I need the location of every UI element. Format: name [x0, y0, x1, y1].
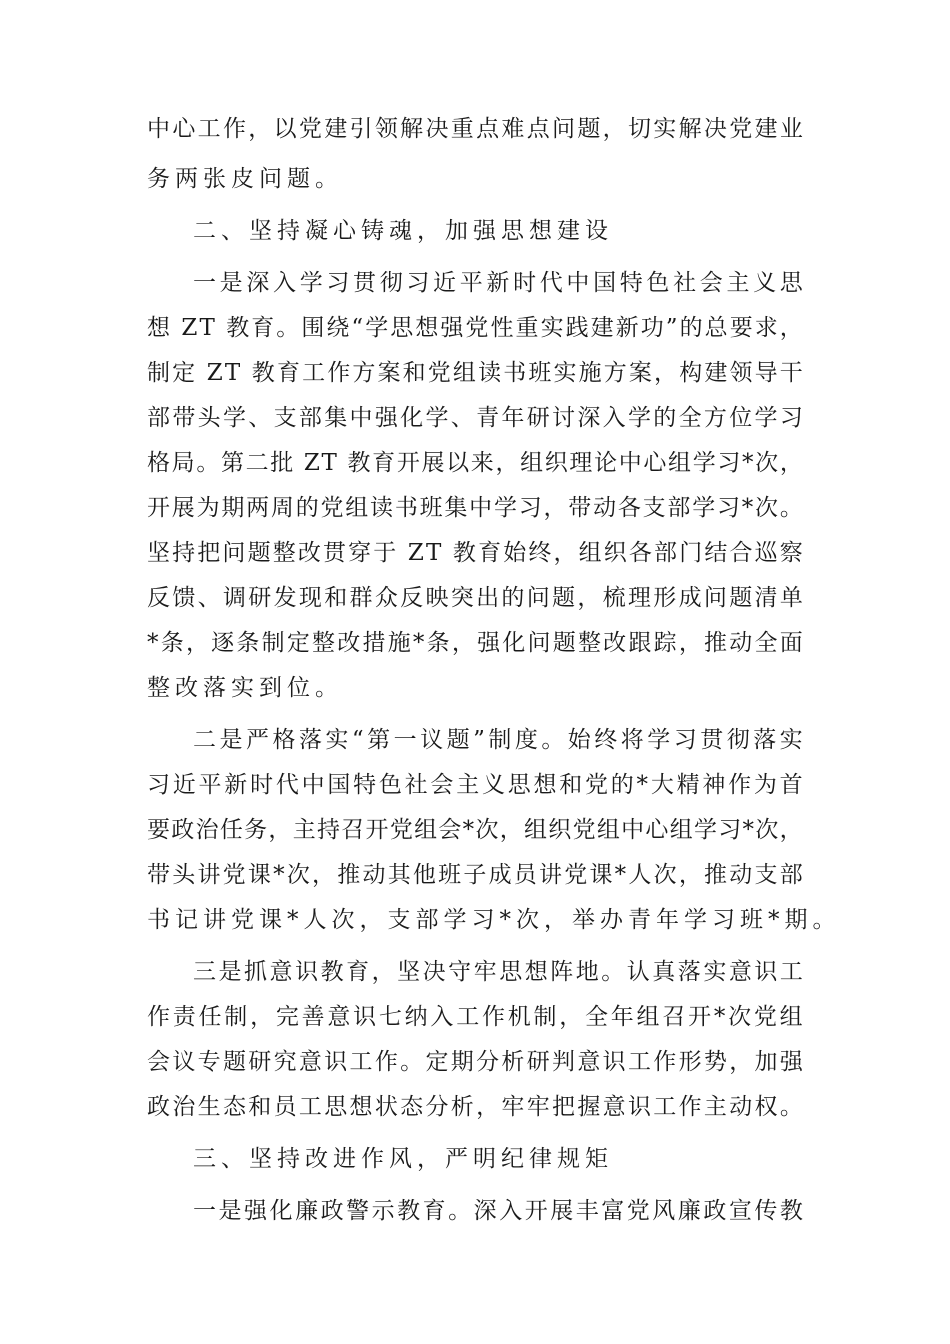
- paragraph-ideology: [147, 961, 803, 1119]
- text-line: 一 是 深 入 学 习 贯 彻 习 近 平 新 时 代 中 国 特 色 社 会 主 义 思: [193, 270, 803, 296]
- line-text: 务两张皮问题。: [147, 166, 343, 192]
- section-heading-3: [147, 1148, 803, 1171]
- text-line: 开 展 为 期 两 周 的 党 组 读 书 班 集 中 学 习 ， 带 动 各 支 部 学 习 * 次 。: [147, 495, 803, 521]
- text-line: [147, 168, 803, 191]
- text-line: 带 头 讲 党 课 * 次 ， 推 动 其 他 班 子 成 员 讲 党 课 * 人 次 ， 推 动 支 部: [147, 862, 803, 888]
- line-text: 书记讲党课*人次，支部学习*次，举办青年学习班*期。: [147, 907, 841, 933]
- text-line: 政 治 生 态 和 员 工 思 想 状 态 分 析 ， 牢 牢 把 握 意 识 工 作 主 动 权 。: [147, 1094, 803, 1120]
- text-line: 作 责 任 制 ， 完 善 意 识 七 纳 入 工 作 机 制 ， 全 年 组 召 开 * 次 党 组: [147, 1004, 803, 1030]
- text-line: 想 Z T 教 育 。 围 绕 “ 学 思 想 强 党 性 重 实 践 建 新 功 ” 的 总 要 求 ，: [147, 315, 803, 341]
- text-line: 一 是 强 化 廉 政 警 示 教 育 。 深 入 开 展 丰 富 党 风 廉 政 宣 传 教: [193, 1198, 803, 1224]
- heading-line: [147, 220, 803, 243]
- document-body: [147, 116, 841, 1224]
- text-line: 反 馈 、 调 研 发 现 和 群 众 反 映 突 出 的 问 题 ， 梳 理 形 成 问 题 清 单: [147, 585, 803, 611]
- text-line: 习 近 平 新 时 代 中 国 特 色 社 会 主 义 思 想 和 党 的 * 大 精 神 作 为 首: [147, 772, 803, 798]
- text-line: * 条 ， 逐 条 制 定 整 改 措 施 * 条 ， 强 化 问 题 整 改 跟 踪 ， 推 动 全 面: [147, 630, 803, 656]
- text-line: 部 带 头 学 、 支 部 集 中 强 化 学 、 青 年 研 讨 深 入 学 的 全 方 位 学 习: [147, 405, 803, 431]
- heading-line: [147, 1148, 803, 1171]
- paragraph-continuation: [147, 118, 803, 191]
- heading-text: 二、坚持凝心铸魂，加强思想建设: [193, 218, 613, 244]
- paragraph-first-topic: [147, 727, 841, 933]
- text-line: [147, 677, 803, 700]
- text-line: 二 是 严 格 落 实 “ 第 一 议 题 ” 制 度 。 始 终 将 学 习 贯 彻 落 实: [193, 727, 803, 753]
- text-line: 制 定 Z T 教 育 工 作 方 案 和 党 组 读 书 班 实 施 方 案 ， 构 建 领 导 干: [147, 360, 803, 386]
- text-line: 要 政 治 任 务 ， 主 持 召 开 党 组 会 * 次 ， 组 织 党 组 中 心 组 学 习 * 次 ，: [147, 817, 803, 843]
- text-line: 三 是 抓 意 识 教 育 ， 坚 决 守 牢 思 想 阵 地 。 认 真 落 实 意 识 工: [193, 959, 803, 985]
- text-line: 会 议 专 题 研 究 意 识 工 作 。 定 期 分 析 研 判 意 识 工 作 形 势 ， 加 强: [147, 1049, 803, 1075]
- paragraph-integrity: [147, 1200, 803, 1223]
- text-line: 坚 持 把 问 题 整 改 贯 穿 于 Z T 教 育 始 终 ， 组 织 各 部 门 结 合 巡 察: [147, 540, 803, 566]
- text-line: 中 心 工 作 ， 以 党 建 引 领 解 决 重 点 难 点 问 题 ， 切 实 解 决 党 建 业: [147, 116, 803, 142]
- section-heading-2: [147, 220, 803, 243]
- text-line: 格 局 。 第 二 批 Z T 教 育 开 展 以 来 ， 组 织 理 论 中 心 组 学 习 * 次 ，: [147, 450, 803, 476]
- heading-text: 三、坚持改进作风，严明纪律规矩: [193, 1146, 613, 1172]
- text-line: [147, 907, 841, 933]
- line-text: 整改落实到位。: [147, 675, 343, 701]
- paragraph-study-zt: [147, 272, 803, 700]
